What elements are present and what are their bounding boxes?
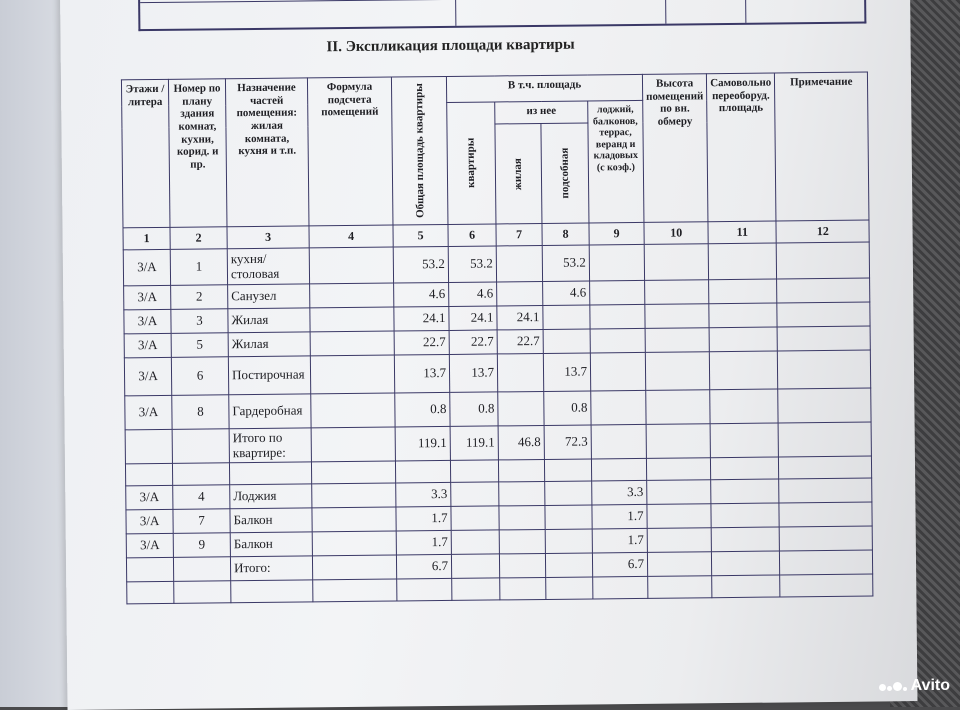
cell-empty (709, 279, 777, 304)
cell-empty (312, 531, 396, 556)
cell-empty (309, 247, 393, 284)
cell-empty (310, 283, 394, 308)
cell-empty (312, 555, 396, 580)
cell-apt: 53.2 (448, 246, 496, 283)
header-purpose: Назначение частей помещения: жилая комната, кухня и т.п. (225, 78, 309, 227)
cell-living (499, 481, 545, 505)
cell-num (172, 429, 229, 464)
cell-floor (125, 429, 172, 463)
header-unauthorized: Самовольно переоборуд. площадь (707, 73, 777, 222)
cell-name: Санузел (228, 284, 310, 309)
cell-apt: 24.1 (449, 306, 497, 331)
cell-aux (545, 505, 592, 529)
cell-empty (648, 576, 712, 599)
cell-empty (711, 457, 779, 480)
cell-empty (311, 393, 395, 428)
cell-apt: 4.6 (449, 282, 497, 307)
cell-loggia: 1.7 (592, 504, 647, 529)
cell-aux: 4.6 (543, 281, 590, 305)
cell-empty (312, 483, 396, 508)
cell-apt (451, 482, 499, 507)
cell-empty (644, 244, 709, 281)
cell-living (498, 391, 544, 425)
cell-empty (311, 427, 395, 462)
cell-num: 7 (173, 509, 230, 534)
cell-apt (452, 578, 500, 601)
cell-floor (125, 463, 172, 485)
header-living: жилая (511, 157, 525, 190)
document-page (60, 0, 917, 710)
cell-total: 1.7 (396, 506, 451, 531)
cell-aux (543, 329, 590, 353)
page-title: II. Экспликация площади квартиры (326, 36, 575, 56)
cell-num: 9 (173, 533, 230, 558)
cell-living (499, 505, 545, 529)
cell-loggia (593, 576, 648, 599)
cell-floor: 3/А (125, 395, 172, 429)
cell-total: 1.7 (396, 530, 451, 555)
cell-empty (711, 527, 779, 552)
cell-apt (451, 554, 499, 579)
cell-aux: 72.3 (544, 425, 591, 459)
avito-logo-icon (879, 682, 907, 691)
cell-empty (709, 327, 777, 352)
cell-name (229, 462, 311, 485)
cell-empty (708, 243, 776, 280)
cell-floor: 3/А (126, 485, 173, 509)
cell-empty (311, 461, 395, 484)
cell-empty (647, 504, 711, 529)
cell-living (496, 245, 542, 281)
cell-living (499, 553, 545, 577)
cell-loggia (591, 390, 646, 425)
cell-empty (778, 350, 871, 389)
cell-empty (778, 422, 871, 457)
cell-total: 4.6 (394, 282, 449, 307)
header-apartment: квартиры (464, 138, 478, 189)
cell-name: Итого по квартире: (229, 428, 311, 463)
cell-name: Балкон (230, 532, 312, 557)
cell-name: Итого: (230, 556, 312, 581)
cell-empty (776, 242, 869, 279)
cell-living (498, 459, 544, 481)
cell-name: кухня/столовая (227, 248, 309, 285)
cell-apt: 13.7 (449, 354, 497, 393)
cell-name: Жилая (228, 332, 310, 357)
header-plan-number: Номер по плану здания комнат, кухни, корид. и пр. (168, 79, 227, 228)
cell-apt: 22.7 (449, 330, 497, 355)
header-note: Примечание (775, 72, 870, 221)
cell-empty (647, 528, 711, 553)
cell-aux: 0.8 (544, 391, 591, 425)
cell-num: 3 (171, 309, 228, 334)
cell-loggia (590, 352, 645, 391)
cell-num: 4 (173, 485, 230, 510)
cell-apt (451, 506, 499, 531)
cell-aux (546, 577, 593, 599)
cell-empty (646, 458, 710, 481)
cell-num: 2 (171, 285, 228, 310)
cell-empty (709, 303, 777, 328)
cell-living (499, 529, 545, 553)
cell-floor (126, 557, 173, 581)
cell-num (172, 463, 229, 486)
cell-name: Лоджия (230, 484, 312, 509)
column-numbers-row: 1 2 3 4 5 6 7 8 9 10 11 12 (123, 220, 869, 250)
cell-apt (451, 530, 499, 555)
cell-loggia (590, 280, 645, 305)
cell-empty (310, 355, 394, 394)
header-floor: Этажи / литера (121, 79, 170, 227)
cell-empty (779, 478, 872, 503)
cell-total: 22.7 (394, 330, 449, 355)
cell-aux (544, 459, 591, 481)
cell-total: 53.2 (393, 246, 448, 283)
cell-total: 0.8 (395, 392, 450, 427)
cell-num (173, 557, 230, 582)
cell-living (497, 281, 543, 305)
cell-total: 13.7 (394, 354, 449, 393)
cell-loggia: 6.7 (592, 552, 647, 577)
cell-empty (710, 351, 778, 390)
cell-empty (712, 575, 780, 598)
cell-name: Жилая (228, 308, 310, 333)
cell-name: Постирочная (228, 356, 310, 395)
cell-living (497, 353, 543, 391)
header-loggias: лоджий, балконов, террас, веранд и кладовых (с коэф.) (588, 100, 644, 223)
cell-empty (710, 423, 778, 458)
cell-floor: 3/А (124, 357, 171, 395)
header-including-area: В т.ч. площадь (446, 74, 642, 102)
cell-empty (777, 326, 870, 351)
cell-floor: 3/А (126, 533, 173, 557)
cell-living: 46.8 (498, 425, 544, 459)
cell-floor: 3/А (123, 249, 170, 285)
cell-num: 5 (171, 333, 228, 358)
header-total-area: Общая площадь квартиры (412, 83, 427, 219)
cell-num: 8 (172, 395, 229, 430)
cell-empty (647, 552, 711, 577)
cell-floor: 3/А (124, 333, 171, 357)
cell-empty (645, 304, 709, 329)
cell-total: 3.3 (396, 482, 451, 507)
cell-floor: 3/А (124, 309, 171, 333)
avito-watermark (879, 677, 950, 695)
cell-empty (645, 328, 709, 353)
cell-empty (779, 526, 872, 551)
cell-loggia (590, 304, 645, 329)
cell-num: 1 (170, 249, 227, 286)
cell-num: 6 (171, 357, 228, 396)
cell-total (397, 578, 452, 601)
cell-name: Гардеробная (229, 394, 311, 429)
cell-empty (777, 302, 870, 327)
header-formula: Формула подсчета помещений (307, 77, 393, 226)
cell-empty (780, 550, 873, 575)
cell-empty (779, 456, 872, 479)
cell-apt: 119.1 (450, 426, 498, 461)
header-auxiliary: подсобная (558, 147, 571, 199)
cell-empty (645, 280, 709, 305)
cell-empty (646, 424, 711, 459)
cell-loggia (589, 244, 644, 281)
cell-living: 22.7 (497, 329, 543, 353)
cell-total: 6.7 (396, 554, 451, 579)
cell-apt: 0.8 (450, 392, 498, 427)
cell-loggia (591, 458, 646, 481)
cell-total (395, 460, 450, 483)
cell-total: 24.1 (394, 306, 449, 331)
cell-loggia (591, 424, 646, 459)
explication-table (121, 72, 874, 605)
cell-empty (310, 307, 394, 332)
cell-total: 119.1 (395, 426, 450, 461)
cell-name (231, 580, 313, 603)
cell-living: 24.1 (497, 305, 543, 329)
cell-empty (780, 574, 873, 597)
cell-empty (310, 331, 394, 356)
cell-empty (646, 390, 711, 425)
cell-aux: 53.2 (542, 245, 589, 281)
cell-empty (778, 388, 871, 423)
cell-aux (545, 553, 592, 577)
cell-empty (712, 551, 780, 576)
cell-aux (545, 481, 592, 505)
cell-aux: 13.7 (543, 353, 590, 391)
avito-brand: Avito (910, 677, 950, 694)
cell-empty (313, 579, 397, 602)
cell-aux (545, 529, 592, 553)
previous-table-fragment (138, 0, 866, 31)
cell-loggia: 3.3 (592, 480, 647, 505)
cell-empty (647, 480, 711, 505)
cell-num (174, 581, 231, 604)
header-of-which: из нее (495, 101, 588, 124)
cell-aux (543, 305, 590, 329)
cell-living (500, 577, 546, 599)
cell-name: Балкон (230, 508, 312, 533)
cell-empty (777, 278, 870, 303)
header-height: Высота помещений по вн. обмеру (642, 74, 708, 223)
cell-floor: 3/А (124, 285, 171, 309)
cell-empty (312, 507, 396, 532)
cell-empty (711, 503, 779, 528)
cell-floor (127, 581, 174, 603)
cell-empty (711, 479, 779, 504)
cell-apt (450, 460, 498, 483)
cell-empty (779, 502, 872, 527)
cell-empty (710, 389, 778, 424)
cell-empty (645, 352, 710, 391)
cell-loggia: 1.7 (592, 528, 647, 553)
cell-loggia (590, 328, 645, 353)
cell-floor: 3/А (126, 509, 173, 533)
